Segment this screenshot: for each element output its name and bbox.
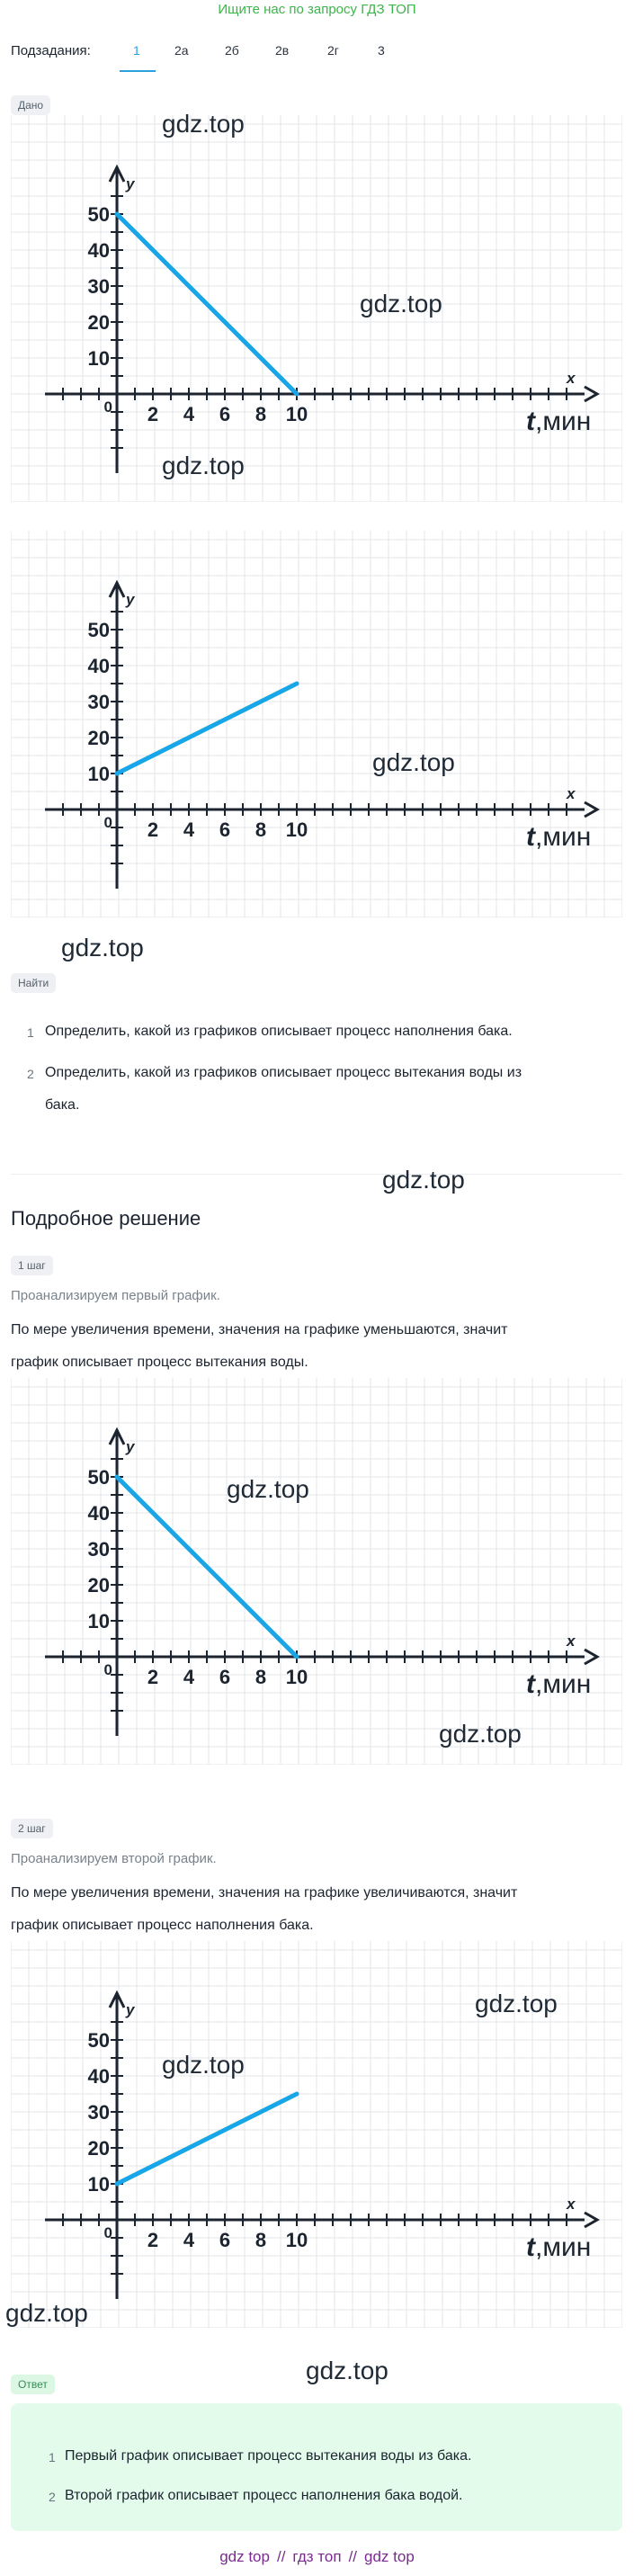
grid	[11, 1378, 622, 1765]
y-tick-label: 30	[87, 2101, 110, 2124]
time-symbol: t	[526, 1669, 535, 1699]
watermark: gdz.top	[439, 1720, 522, 1748]
footer-link[interactable]: гдз топ	[292, 2548, 342, 2565]
y-tick-label: 50	[87, 619, 110, 641]
subtasks-label: Подзадания:	[11, 43, 91, 58]
find-item-text: Определить, какой из графиков описывает процесс наполнения бака.	[45, 1024, 513, 1039]
y-tick-label: 30	[87, 275, 110, 298]
y-axis-label: y	[126, 175, 135, 192]
x-tick-label: 10	[285, 2229, 308, 2251]
y-tick-label: 10	[87, 1610, 110, 1632]
time-symbol: t	[526, 822, 535, 852]
y-tick-label: 20	[87, 1574, 110, 1597]
time-unit-label	[526, 2232, 591, 2262]
x-tick-label: 2	[147, 403, 159, 425]
y-axis-label: y	[126, 591, 135, 608]
time-unit-label	[526, 822, 591, 852]
watermark: gdz.top	[61, 934, 144, 962]
footer-separator: //	[348, 2548, 358, 2565]
watermark: gdz.top	[162, 2051, 245, 2079]
time-unit: ,мин	[535, 1669, 592, 1699]
x-tick-label: 10	[285, 1666, 308, 1688]
solution-title: Подробное решение	[11, 1207, 201, 1230]
watermark: gdz.top	[162, 110, 245, 138]
y-tick-label: 50	[87, 2029, 110, 2052]
footer-link[interactable]: gdz top	[219, 2548, 270, 2565]
data-series-line	[117, 2094, 297, 2184]
origin-label: 0	[103, 1661, 112, 1678]
find-item-text: Определить, какой из графиков описывает процесс вытекания воды из	[45, 1065, 522, 1080]
step-1-chip: 1 шаг	[11, 1256, 53, 1275]
y-tick-label: 50	[87, 1466, 110, 1489]
tab-2a[interactable]: 2а	[174, 43, 189, 58]
x-tick-label: 8	[254, 2229, 267, 2251]
watermark: gdz.top	[382, 1166, 465, 1194]
footer-link[interactable]: gdz top	[364, 2548, 415, 2565]
y-tick-label: 40	[87, 655, 110, 677]
step-1-intro: Проанализируем первый график.	[11, 1288, 220, 1303]
x-tick-label: 4	[183, 2229, 195, 2251]
y-tick-label: 20	[87, 2137, 110, 2160]
x-tick-label: 4	[183, 818, 195, 841]
y-tick-label: 20	[87, 311, 110, 334]
x-tick-label: 6	[219, 2229, 231, 2251]
step-2-intro: Проанализируем второй график.	[11, 1851, 217, 1866]
step-1-text: По мере увеличения времени, значения на графике уменьшаются, значит	[11, 1322, 508, 1337]
watermark: gdz.top	[5, 2299, 88, 2327]
y-tick-label: 40	[87, 239, 110, 262]
find-chip: Найти	[11, 973, 56, 993]
y-tick-label: 30	[87, 1538, 110, 1561]
step-1-text: график описывает процесс вытекания воды.	[11, 1355, 308, 1370]
x-tick-label: 4	[183, 403, 195, 425]
answer-item-number: 2	[49, 2490, 56, 2504]
watermark: gdz.top	[306, 2357, 388, 2384]
step-2-text: По мере увеличения времени, значения на графике увеличиваются, значит	[11, 1885, 518, 1901]
origin-label: 0	[103, 2224, 112, 2241]
x-axis-label: x	[567, 2196, 576, 2213]
time-unit-label	[526, 1669, 591, 1699]
grid	[11, 115, 622, 502]
origin-label: 0	[103, 814, 112, 831]
data-series-line	[117, 684, 297, 774]
x-axis-label: x	[567, 785, 576, 802]
promo-banner[interactable]: Ищите нас по запросу ГДЗ ТОП	[218, 2, 416, 17]
x-tick-label: 6	[219, 1666, 231, 1688]
grid	[11, 531, 622, 917]
watermark: gdz.top	[162, 452, 245, 479]
x-tick-label: 2	[147, 818, 159, 841]
given-chip: Дано	[11, 95, 50, 115]
x-tick-label: 4	[183, 1666, 195, 1688]
x-tick-label: 8	[254, 818, 267, 841]
time-unit: ,мин	[535, 407, 592, 436]
watermark: gdz.top	[227, 1475, 309, 1503]
y-axis-label: y	[126, 2001, 135, 2018]
tab-2g[interactable]: 2г	[327, 43, 339, 58]
watermark: gdz.top	[475, 1990, 558, 2017]
x-tick-label: 6	[219, 403, 231, 425]
footer-links	[0, 2548, 634, 2566]
x-tick-label: 10	[285, 403, 308, 425]
step-2-text: график описывает процесс наполнения бака.	[11, 1918, 314, 1933]
watermark: gdz.top	[372, 748, 455, 776]
time-unit-label	[526, 407, 591, 436]
answer-chip: Ответ	[11, 2375, 55, 2394]
answer-item-number: 1	[49, 2450, 56, 2464]
divider	[11, 1174, 622, 1175]
y-tick-label: 40	[87, 2065, 110, 2088]
time-symbol: t	[526, 407, 535, 436]
active-tab-indicator	[120, 70, 156, 72]
x-tick-label: 10	[285, 818, 308, 841]
origin-label: 0	[103, 398, 112, 416]
y-tick-label: 10	[87, 763, 110, 785]
time-symbol: t	[526, 2232, 535, 2262]
x-axis-label: x	[567, 1632, 576, 1650]
x-tick-label: 2	[147, 2229, 159, 2251]
y-tick-label: 40	[87, 1502, 110, 1525]
footer-separator: //	[276, 2548, 286, 2565]
tab-2v[interactable]: 2в	[275, 43, 290, 58]
x-tick-label: 6	[219, 818, 231, 841]
watermark: gdz.top	[360, 290, 442, 318]
y-tick-label: 10	[87, 2173, 110, 2196]
find-item-text: бака.	[45, 1097, 80, 1113]
y-tick-label: 10	[87, 347, 110, 370]
time-unit: ,мин	[535, 822, 592, 852]
y-tick-label: 30	[87, 691, 110, 713]
x-tick-label: 8	[254, 403, 267, 425]
find-item-number: 1	[27, 1025, 34, 1040]
graph-1-solution	[11, 1378, 622, 1765]
tab-2b[interactable]: 2б	[225, 43, 239, 58]
x-tick-label: 8	[254, 1666, 267, 1688]
graph-1-given	[11, 115, 622, 502]
time-unit: ,мин	[535, 2232, 592, 2262]
tab-1[interactable]: 1	[133, 43, 140, 58]
graph-2-given	[11, 531, 622, 917]
y-tick-label: 20	[87, 727, 110, 749]
y-axis-label: y	[126, 1438, 135, 1455]
tab-3[interactable]: 3	[378, 43, 385, 58]
answer-item-text: Второй график описывает процесс наполнения бака водой.	[65, 2488, 463, 2503]
x-tick-label: 2	[147, 1666, 159, 1688]
find-item-number: 2	[27, 1067, 34, 1081]
y-tick-label: 50	[87, 203, 110, 226]
x-axis-label: x	[567, 370, 576, 387]
step-2-chip: 2 шаг	[11, 1819, 53, 1838]
answer-item-text: Первый график описывает процесс вытекания воды из бака.	[65, 2448, 472, 2464]
